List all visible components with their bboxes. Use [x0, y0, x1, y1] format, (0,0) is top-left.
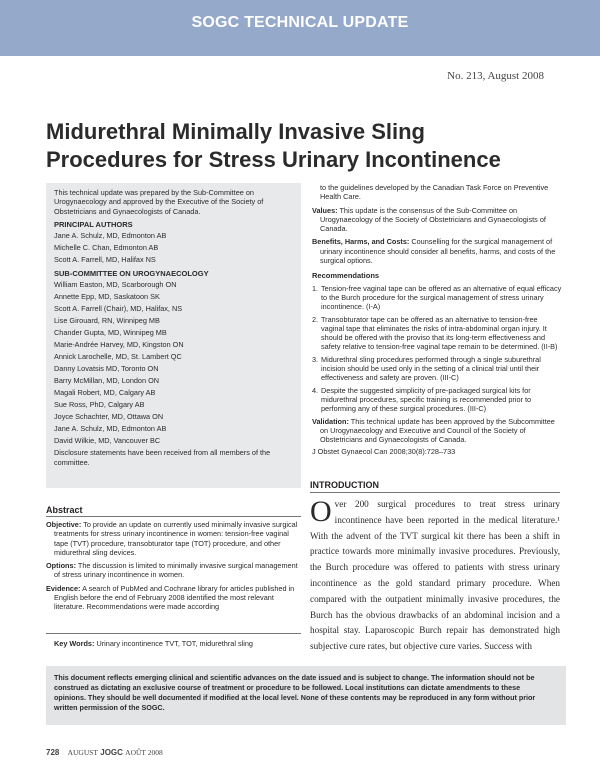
recommendations-heading: Recommendations: [312, 271, 380, 281]
member-name: Magali Robert, MD, Calgary AB: [54, 388, 156, 398]
abstract-heading: Abstract: [46, 505, 83, 515]
issue-number: No. 213, August 2008: [447, 70, 544, 82]
recommendation-number: 3.: [312, 354, 319, 364]
evidence-text: A search of PubMed and Cochrane library for articles published in English before the end of February 2008 identified the most relevant literature. Recommendations were made according: [54, 583, 295, 612]
recommendation-item: [312, 386, 562, 414]
title-line-1: Midurethral Minimally Invasive Sling: [46, 119, 425, 144]
objective-text: To provide an update on currently used minimally invasive surgical treatments for stress urinary incontinence in women: tension-free vaginal tape (TVT) procedure, transobturator tape (TOT) procedure, and other midurethral sling devices.: [54, 520, 298, 557]
member-name: Barry McMillan, MD, London ON: [54, 376, 160, 386]
header-banner: [0, 0, 600, 56]
values-label: Values:: [312, 205, 338, 215]
abstract-divider: [46, 516, 301, 517]
member-name: Danny Lovatsis MD, Toronto ON: [54, 364, 159, 374]
objective-label: Objective:: [46, 520, 82, 529]
member-name: Sue Ross, PhD, Calgary AB: [54, 400, 145, 410]
recommendation-number: 4.: [312, 385, 319, 395]
recommendation-text: Despite the suggested simplicity of pre-packaged surgical kits for midurethral procedures, specific training is recommended prior to performing any of these surgical procedures. (III-C): [321, 385, 532, 414]
member-name: Scott A. Farrell (Chair), MD, Halifax, NS: [54, 304, 183, 314]
document-title: [46, 118, 566, 174]
author-name: Jane A. Schulz, MD, Edmonton AB: [54, 231, 167, 241]
author-name: Scott A. Farrell, MD, Halifax NS: [54, 255, 156, 265]
member-name: Marie-Andrée Harvey, MD, Kingston ON: [54, 340, 184, 350]
introduction-body: [310, 497, 560, 655]
recommendation-text: Tension-free vaginal tape can be offered as an alternative of equal efficacy to the Burch procedure for the surgical management of stress urinary incontinence. (I-A): [321, 283, 562, 312]
abstract-body: [46, 520, 298, 612]
keywords-line: [54, 639, 299, 648]
benefits-paragraph: [312, 237, 562, 265]
keywords-divider: [46, 633, 301, 634]
recommendation-text: Transobturator tape can be offered as an alternative to tension-free vaginal tape that eliminates the risks of intra-abdominal organ injury. It should be offered with the proviso that its long-term effectiveness and safety relative to tension-free vaginal tape remain to be determined. (II-B): [321, 314, 558, 352]
disclosure-text: Disclosure statements have been received from all members of the committee.: [54, 448, 271, 467]
introduction-heading: INTRODUCTION: [310, 480, 379, 490]
citation: J Obstet Gynaecol Can 2008;30(8):728–733: [312, 447, 456, 457]
abstract-continued: [312, 183, 562, 457]
recommendation-text: Midurethral sling procedures performed through a single suburethral incision should be used only in the setting of a clinical trial until their effectiveness and safety are proven. (III-C): [321, 354, 541, 383]
validation-text: This technical update has been approved by the Subcommittee on Urogynaecology and Executive and Council of the Society of Obstetricians and Gynaecologists of Canada.: [320, 416, 555, 445]
options-paragraph: [46, 561, 298, 580]
disclaimer-box: [46, 666, 566, 725]
member-name: Chander Gupta, MD, Winnipeg MB: [54, 328, 167, 338]
options-text: The discussion is limited to minimally invasive surgical management of stress urinary incontinence in women.: [54, 561, 298, 580]
member-name: William Easton, MD, Scarborough ON: [54, 280, 177, 290]
introduction-divider: [310, 492, 560, 493]
recommendation-number: 2.: [312, 314, 319, 324]
member-name: Jane A. Schulz, MD, Edmonton AB: [54, 424, 167, 434]
validation-label: Validation:: [312, 416, 349, 426]
evidence-label: Evidence:: [46, 583, 81, 593]
member-name: David Wilkie, MD, Vancouver BC: [54, 436, 161, 446]
options-label: Options:: [46, 561, 76, 571]
disclaimer-text: This document reflects emerging clinical and scientific advances on the date issued and is subject to change. The information should not be construed as dictating an exclusive course of treatment or procedure to be followed. Local institutions can dictate amendments to these opinions. They should be well documented if modified at the local level. None of these contents may be reproduced in any form without prior written permission of the SOGC.: [54, 673, 536, 712]
objective-paragraph: [46, 520, 298, 557]
page-number: 728: [46, 748, 60, 757]
journal-name: JOGC: [100, 748, 123, 757]
member-name: Annick Larochelle, MD, St. Lambert QC: [54, 352, 182, 362]
recommendation-number: 1.: [312, 283, 319, 293]
values-paragraph: [312, 206, 562, 234]
values-text: This update is the consensus of the Sub-Committee on Urogynaecology of the Society of Obstetricians and Gynaecologists of Canada.: [320, 205, 546, 234]
evidence-paragraph: [46, 584, 298, 612]
footer-month-fr: AOÛT 2008: [125, 748, 163, 757]
footer-month: AUGUST: [67, 748, 99, 757]
author-name: Michelle C. Chan, Edmonton AB: [54, 243, 159, 253]
page-footer: [46, 748, 163, 757]
member-name: Joyce Schachter, MD, Ottawa ON: [54, 412, 164, 422]
subcommittee-heading: SUB-COMMITTEE ON UROGYNAECOLOGY: [54, 269, 209, 279]
evidence-continued-text: to the guidelines developed by the Canadian Task Force on Preventive Health Care.: [320, 183, 549, 202]
member-name: Annette Epp, MD, Saskatoon SK: [54, 292, 160, 302]
drop-cap: O: [310, 495, 332, 528]
benefits-label: Benefits, Harms, and Costs:: [312, 237, 410, 247]
benefits-text: Counselling for the surgical management of urinary incontinence should consider all benefits, harms, and costs of the surgical options.: [320, 237, 556, 266]
validation-paragraph: [312, 417, 562, 445]
recommendation-item: [312, 284, 562, 312]
recommendation-item: [312, 355, 562, 383]
banner-title: SOGC TECHNICAL UPDATE: [191, 14, 409, 31]
keywords-label: Key Words:: [54, 639, 95, 648]
keywords-text: Urinary incontinence TVT, TOT, midurethral sling: [94, 639, 253, 648]
introduction-text: ver 200 surgical procedures to treat stress urinary incontinence have been reported in the medical literature.¹ With the advent of the TVT surgical kit there has been a shift in practice towards more minimally invasive procedures. Previously, the Burch procedure was offered to patients with stress urinary incontinence as the gold standard primary procedure. When compared with the outpatient minimally invasive procedures, the Burch has the obvious drawbacks of an abdominal incision and a hospital stay. Laparoscopic Burch repair has demonstrated high subjective cure rates, but objective cure varies. Success with: [310, 499, 560, 652]
recommendations-list: [312, 284, 562, 414]
authors-content: [54, 188, 294, 467]
title-line-2: Procedures for Stress Urinary Incontinence: [46, 147, 501, 172]
principal-authors-heading: PRINCIPAL AUTHORS: [54, 219, 133, 229]
member-name: Lise Girouard, RN, Winnipeg MB: [54, 316, 160, 326]
prepared-by-text: This technical update was prepared by the Sub-Committee on Urogynaecology and approved by the Executive of the Society of Obstetricians and Gynaecologists of Canada.: [54, 188, 264, 216]
recommendation-item: [312, 315, 562, 352]
